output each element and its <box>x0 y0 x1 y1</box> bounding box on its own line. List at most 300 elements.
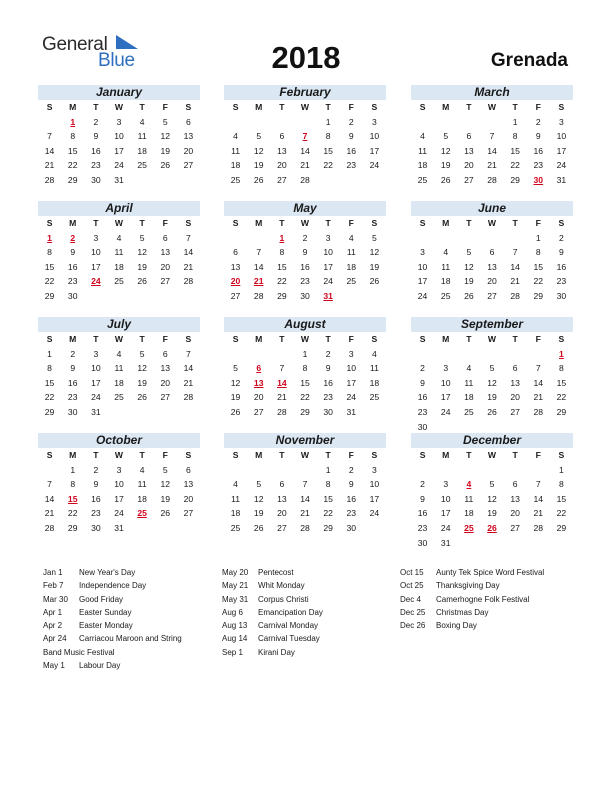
day-cell: 9 <box>93 131 99 142</box>
day-cell: 9 <box>348 131 354 142</box>
day-cell: 20 <box>510 392 520 403</box>
day-cell: 9 <box>302 247 308 258</box>
day-cell: 14 <box>44 145 55 156</box>
day-cell: 11 <box>346 247 356 258</box>
day-cell: 16 <box>346 493 357 504</box>
empty-cell <box>480 231 503 246</box>
day-cell: 21 <box>44 160 55 171</box>
day-cell: 10 <box>440 377 451 388</box>
weekday-header: T <box>93 450 99 460</box>
day-cell: 31 <box>114 522 124 533</box>
weekday-header: W <box>114 450 124 460</box>
day-cell: 8 <box>559 479 564 490</box>
holiday-date: May 20 <box>222 568 249 577</box>
day-cell: 25 <box>440 290 451 301</box>
day-cell: 15 <box>556 377 567 388</box>
day-cell: 15 <box>44 261 55 272</box>
day-cell: 13 <box>510 377 520 388</box>
day-cell: 25 <box>114 392 124 403</box>
day-cell: 5 <box>489 363 495 374</box>
day-cell: 18 <box>464 392 474 403</box>
day-cell: 21 <box>300 508 310 519</box>
weekday-header: T <box>325 102 331 112</box>
holiday-name: Labour Day <box>79 661 121 671</box>
day-cell: 17 <box>114 493 124 504</box>
day-cell: 6 <box>512 363 518 374</box>
day-cell: 20 <box>160 377 171 388</box>
day-cell: 19 <box>137 377 147 388</box>
day-cell: 26 <box>253 174 264 185</box>
holiday-date: Feb 7 <box>43 581 64 591</box>
day-cell: 23 <box>346 160 357 171</box>
day-cell: 22 <box>44 276 55 287</box>
day-cell: 7 <box>47 131 52 142</box>
day-cell: 30 <box>417 421 428 432</box>
day-cell: 18 <box>346 261 357 272</box>
day-cell: 7 <box>535 479 541 490</box>
day-cell: 9 <box>420 377 425 388</box>
weekday-header: S <box>185 450 192 460</box>
day-cell: 4 <box>139 464 145 475</box>
day-cell: 16 <box>556 261 567 272</box>
day-cell: 5 <box>256 131 262 142</box>
day-cell: 26 <box>253 522 264 533</box>
weekday-header: W <box>487 102 497 112</box>
holiday-day-cell: 21 <box>253 276 264 287</box>
day-cell: 6 <box>233 247 238 258</box>
day-cell: 8 <box>559 363 564 374</box>
day-cell: 31 <box>440 537 451 548</box>
weekday-header: W <box>114 102 124 112</box>
month-june <box>411 201 573 304</box>
weekday-header: S <box>558 334 565 344</box>
empty-cell <box>480 463 503 478</box>
day-cell: 15 <box>556 493 567 504</box>
day-cell: 2 <box>420 363 425 374</box>
holiday-name: Carriacou Maroon and String <box>79 634 182 644</box>
day-cell: 24 <box>369 508 380 519</box>
empty-cell <box>504 463 527 478</box>
month-february <box>224 85 386 188</box>
day-cell: 8 <box>70 479 76 490</box>
day-cell: 11 <box>369 363 379 374</box>
day-grid <box>38 332 200 420</box>
day-cell: 6 <box>162 232 168 243</box>
day-cell: 17 <box>440 392 451 403</box>
day-cell: 14 <box>300 145 310 156</box>
holiday-day-cell: 1 <box>70 116 76 127</box>
day-cell: 23 <box>67 276 78 287</box>
month-title: November <box>224 433 386 448</box>
day-cell: 6 <box>162 348 168 359</box>
empty-cell <box>457 347 480 362</box>
day-cell: 14 <box>533 377 544 388</box>
weekday-header: S <box>371 218 378 228</box>
day-grid <box>411 448 573 550</box>
weekday-header: M <box>255 102 263 112</box>
empty-cell <box>270 347 293 362</box>
holiday-date: Apr 2 <box>43 621 63 631</box>
day-cell: 16 <box>300 261 310 272</box>
day-cell: 11 <box>137 131 147 142</box>
day-cell: 28 <box>300 174 310 185</box>
empty-cell <box>224 347 247 362</box>
holiday-name: Whit Monday <box>258 581 305 591</box>
day-cell: 1 <box>512 116 518 127</box>
day-cell: 14 <box>253 261 264 272</box>
day-cell: 24 <box>323 276 333 287</box>
day-cell: 30 <box>67 406 78 417</box>
month-title: October <box>38 433 200 448</box>
empty-cell <box>411 231 434 246</box>
day-cell: 12 <box>464 261 474 272</box>
weekday-header: F <box>348 334 354 344</box>
weekday-header: S <box>46 218 53 228</box>
day-cell: 26 <box>369 276 380 287</box>
weekday-header: T <box>466 102 472 112</box>
day-cell: 19 <box>487 392 497 403</box>
day-grid <box>411 216 573 304</box>
day-cell: 2 <box>302 232 308 243</box>
day-cell: 4 <box>443 247 449 258</box>
weekday-header: M <box>69 218 77 228</box>
day-cell: 3 <box>559 116 564 127</box>
day-cell: 23 <box>533 160 544 171</box>
day-cell: 4 <box>372 348 377 359</box>
empty-cell <box>411 115 434 130</box>
day-cell: 25 <box>114 276 124 287</box>
day-cell: 14 <box>183 363 194 374</box>
day-cell: 2 <box>348 116 354 127</box>
day-grid <box>38 448 200 536</box>
empty-cell <box>504 231 527 246</box>
day-cell: 20 <box>277 508 287 519</box>
day-grid <box>224 216 386 304</box>
weekday-header: T <box>466 218 472 228</box>
weekday-header: F <box>348 102 354 112</box>
day-cell: 21 <box>510 276 520 287</box>
weekday-header: F <box>162 218 168 228</box>
day-cell: 12 <box>369 247 380 258</box>
weekday-header: T <box>512 218 518 228</box>
day-cell: 8 <box>70 131 76 142</box>
day-cell: 17 <box>556 145 567 156</box>
day-cell: 3 <box>443 363 449 374</box>
weekday-header: W <box>114 334 124 344</box>
weekday-header: T <box>512 334 518 344</box>
day-cell: 16 <box>91 145 101 156</box>
day-cell: 9 <box>348 479 354 490</box>
day-cell: 23 <box>346 508 357 519</box>
day-cell: 5 <box>256 479 262 490</box>
weekday-header: W <box>300 450 310 460</box>
day-cell: 20 <box>183 493 194 504</box>
weekday-header: S <box>46 102 53 112</box>
weekday-header: W <box>114 218 124 228</box>
weekday-header: S <box>558 218 565 228</box>
day-cell: 17 <box>417 276 428 287</box>
day-cell: 16 <box>533 145 544 156</box>
day-cell: 22 <box>323 508 333 519</box>
day-cell: 5 <box>233 363 238 374</box>
day-cell: 26 <box>137 392 147 403</box>
day-cell: 23 <box>91 508 101 519</box>
day-cell: 12 <box>160 479 171 490</box>
day-cell: 16 <box>67 261 78 272</box>
day-cell: 2 <box>70 348 76 359</box>
empty-cell <box>270 463 293 478</box>
day-cell: 19 <box>464 276 474 287</box>
empty-cell <box>38 463 61 478</box>
holiday-day-cell: 13 <box>253 377 264 388</box>
day-cell: 13 <box>277 145 287 156</box>
weekday-header: T <box>139 102 145 112</box>
day-cell: 27 <box>160 392 171 403</box>
day-cell: 17 <box>369 493 380 504</box>
day-cell: 26 <box>440 174 451 185</box>
day-cell: 19 <box>253 508 264 519</box>
weekday-header: F <box>535 450 541 460</box>
month-july <box>38 317 200 420</box>
holiday-date: Dec 4 <box>400 594 421 604</box>
day-cell: 3 <box>372 116 377 127</box>
day-cell: 3 <box>372 464 377 475</box>
day-cell: 26 <box>487 406 497 417</box>
day-cell: 19 <box>230 392 241 403</box>
day-cell: 23 <box>417 406 428 417</box>
day-cell: 30 <box>417 537 428 548</box>
day-cell: 1 <box>47 348 52 359</box>
holiday-day-cell: 15 <box>67 493 78 504</box>
holiday-name: New Year's Day <box>79 568 136 577</box>
day-cell: 7 <box>47 479 52 490</box>
weekday-header: M <box>442 218 450 228</box>
holiday-name: Boxing Day <box>436 621 477 631</box>
holiday-date: Dec 25 <box>400 607 426 617</box>
day-cell: 5 <box>162 116 168 127</box>
weekday-header: M <box>255 334 263 344</box>
day-cell: 20 <box>277 160 287 171</box>
holiday-date: May 21 <box>222 581 249 591</box>
day-cell: 20 <box>160 261 171 272</box>
day-cell: 12 <box>487 493 497 504</box>
day-cell: 31 <box>556 174 567 185</box>
day-cell: 13 <box>160 247 171 258</box>
day-cell: 16 <box>323 377 333 388</box>
day-cell: 16 <box>417 508 428 519</box>
day-cell: 17 <box>91 261 101 272</box>
day-cell: 28 <box>300 522 310 533</box>
day-cell: 27 <box>277 174 287 185</box>
day-cell: 29 <box>277 290 287 301</box>
holiday-date: Aug 6 <box>222 607 243 617</box>
empty-cell <box>434 463 457 478</box>
month-september <box>411 317 573 434</box>
day-cell: 18 <box>114 261 124 272</box>
weekday-header: M <box>69 450 77 460</box>
holiday-day-cell: 25 <box>137 508 147 519</box>
holiday-day-cell: 25 <box>464 522 474 533</box>
day-cell: 6 <box>279 479 285 490</box>
holiday-name: Good Friday <box>79 594 124 604</box>
day-cell: 10 <box>369 479 380 490</box>
day-cell: 31 <box>114 174 124 185</box>
holiday-day-cell: 1 <box>47 232 52 243</box>
day-cell: 28 <box>510 290 520 301</box>
day-cell: 5 <box>372 232 377 243</box>
day-cell: 24 <box>440 522 451 533</box>
holiday-date: Sep 1 <box>222 647 243 657</box>
day-cell: 24 <box>346 392 357 403</box>
day-cell: 8 <box>47 247 52 258</box>
day-cell: 7 <box>279 363 285 374</box>
day-cell: 19 <box>137 261 147 272</box>
day-cell: 15 <box>323 493 333 504</box>
weekday-header: S <box>558 450 565 460</box>
day-cell: 9 <box>559 247 564 258</box>
day-grid <box>38 100 200 188</box>
day-cell: 22 <box>44 392 55 403</box>
weekday-header: S <box>232 102 239 112</box>
holiday-date: Jan 1 <box>43 568 63 577</box>
day-cell: 19 <box>440 160 451 171</box>
holiday-name: Carnival Tuesday <box>258 634 320 644</box>
day-cell: 21 <box>183 261 194 272</box>
day-cell: 9 <box>420 493 425 504</box>
day-cell: 1 <box>559 464 564 475</box>
day-cell: 25 <box>369 392 380 403</box>
day-cell: 19 <box>253 160 264 171</box>
empty-cell <box>434 115 457 130</box>
holiday-name: Easter Monday <box>79 621 133 631</box>
day-grid <box>38 216 200 304</box>
empty-cell <box>434 231 457 246</box>
day-cell: 4 <box>139 116 145 127</box>
day-cell: 15 <box>510 145 520 156</box>
day-cell: 30 <box>91 174 101 185</box>
day-cell: 4 <box>466 363 472 374</box>
day-cell: 3 <box>348 348 354 359</box>
day-cell: 7 <box>512 247 518 258</box>
day-cell: 4 <box>233 131 238 142</box>
day-cell: 18 <box>464 508 474 519</box>
holiday-date: Aug 13 <box>222 621 248 631</box>
holiday-day-cell: 4 <box>466 479 472 490</box>
empty-cell <box>224 115 247 130</box>
day-cell: 17 <box>91 377 101 388</box>
empty-cell <box>38 115 61 130</box>
weekday-header: T <box>466 334 472 344</box>
day-cell: 18 <box>114 377 124 388</box>
day-cell: 27 <box>230 290 241 301</box>
day-cell: 9 <box>93 479 99 490</box>
day-cell: 13 <box>277 493 287 504</box>
weekday-header: W <box>487 334 497 344</box>
day-cell: 12 <box>440 145 451 156</box>
day-cell: 2 <box>420 479 425 490</box>
day-cell: 18 <box>137 145 147 156</box>
weekday-header: F <box>348 450 354 460</box>
day-cell: 8 <box>325 131 331 142</box>
day-cell: 11 <box>464 377 474 388</box>
day-cell: 12 <box>253 145 264 156</box>
empty-cell <box>457 115 480 130</box>
weekday-header: T <box>512 450 518 460</box>
day-cell: 11 <box>231 145 241 156</box>
day-cell: 10 <box>114 131 124 142</box>
weekday-header: F <box>535 334 541 344</box>
month-title: August <box>224 317 386 332</box>
holiday-date: Apr 1 <box>43 607 63 617</box>
holiday-day-cell: 14 <box>277 377 287 388</box>
day-cell: 3 <box>93 348 99 359</box>
day-cell: 1 <box>70 464 76 475</box>
day-cell: 28 <box>183 276 194 287</box>
empty-cell <box>247 347 270 362</box>
day-cell: 10 <box>369 131 380 142</box>
day-cell: 22 <box>556 392 567 403</box>
day-grid <box>224 332 386 420</box>
day-cell: 7 <box>489 131 495 142</box>
weekday-header: S <box>371 450 378 460</box>
day-cell: 31 <box>91 406 101 417</box>
empty-cell <box>480 347 503 362</box>
day-cell: 1 <box>302 348 308 359</box>
day-cell: 14 <box>510 261 520 272</box>
weekday-header: S <box>371 102 378 112</box>
weekday-header: T <box>325 450 331 460</box>
day-cell: 26 <box>160 508 171 519</box>
day-cell: 15 <box>323 145 333 156</box>
day-cell: 25 <box>230 522 241 533</box>
day-cell: 9 <box>535 131 541 142</box>
holiday-name: Band Music Festival <box>43 647 115 657</box>
day-cell: 5 <box>489 479 495 490</box>
day-cell: 25 <box>346 276 357 287</box>
day-cell: 27 <box>183 160 194 171</box>
weekday-header: T <box>93 218 99 228</box>
day-cell: 14 <box>533 493 544 504</box>
day-cell: 21 <box>44 508 55 519</box>
empty-cell <box>293 463 316 478</box>
empty-cell <box>504 347 527 362</box>
weekday-header: T <box>325 334 331 344</box>
empty-cell <box>247 115 270 130</box>
weekday-header: F <box>162 102 168 112</box>
empty-cell <box>247 231 270 246</box>
weekday-header: T <box>279 334 285 344</box>
day-cell: 11 <box>137 479 147 490</box>
calendar-year: 2018 <box>271 40 341 75</box>
holiday-day-cell: 1 <box>279 232 285 243</box>
day-cell: 28 <box>44 522 55 533</box>
day-cell: 3 <box>116 464 122 475</box>
holiday-name: Emancipation Day <box>258 607 323 617</box>
day-cell: 6 <box>512 479 518 490</box>
day-cell: 10 <box>440 493 451 504</box>
day-cell: 12 <box>137 247 147 258</box>
day-cell: 28 <box>44 174 55 185</box>
day-grid <box>411 332 573 434</box>
day-cell: 29 <box>510 174 520 185</box>
day-cell: 20 <box>464 160 474 171</box>
weekday-header: F <box>162 334 168 344</box>
holiday-day-cell: 31 <box>323 290 333 301</box>
weekday-header: M <box>69 102 77 112</box>
day-cell: 24 <box>91 392 101 403</box>
day-cell: 31 <box>346 406 357 417</box>
day-cell: 29 <box>533 290 544 301</box>
